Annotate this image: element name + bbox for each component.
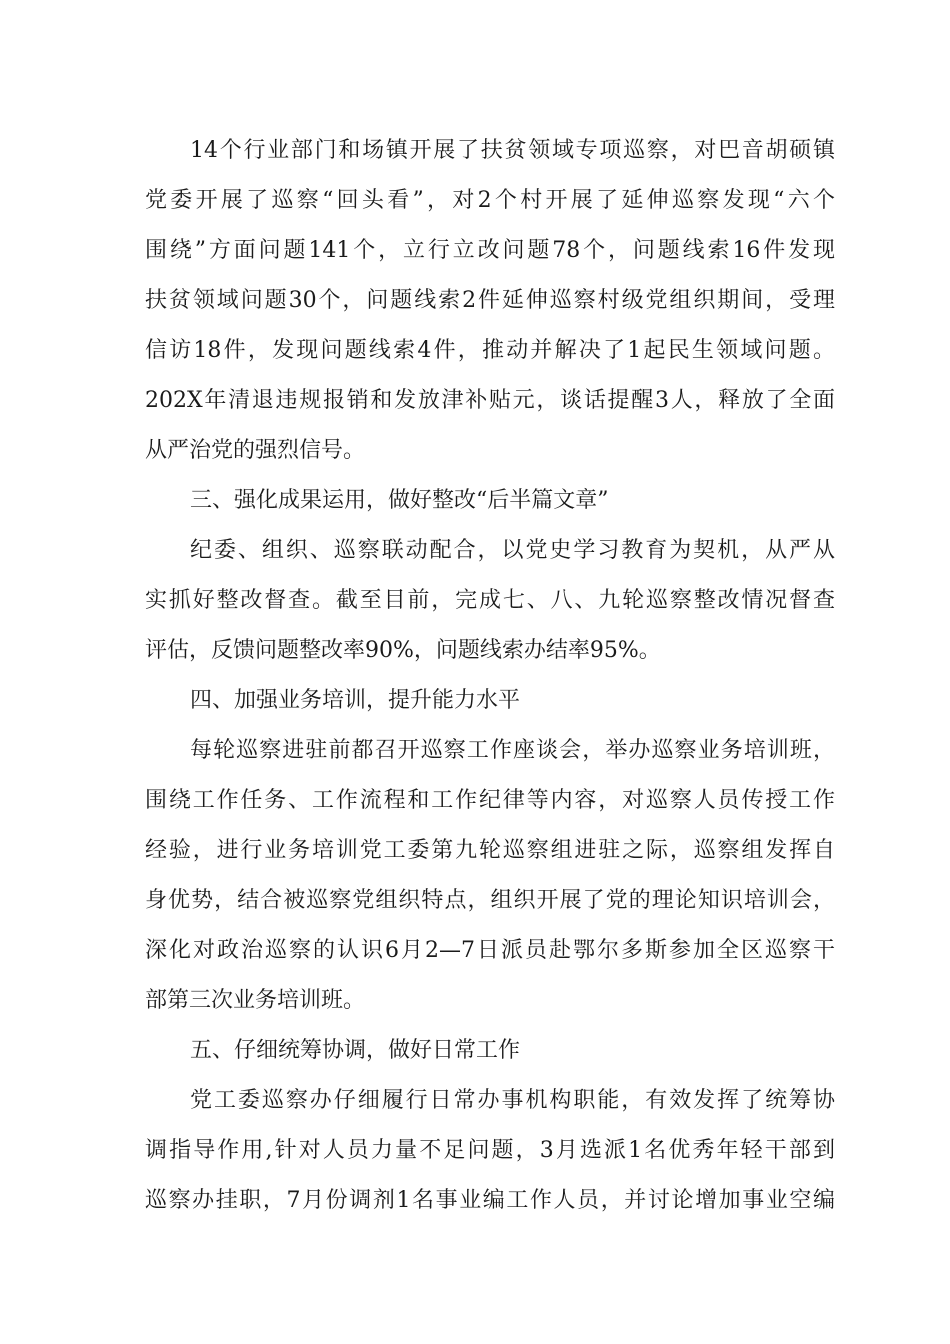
section-heading: 三、强化成果运用，做好整改“后半篇文章” [190, 488, 609, 513]
paragraph-line: 实抓好整改督查。截至目前，完成七、八、九轮巡察整改情况督查 [145, 588, 835, 613]
paragraph-line: 经验，进行业务培训党工委第九轮巡察组进驻之际，巡察组发挥自 [145, 838, 835, 863]
paragraph-line: 信访18件，发现问题线索4件，推动并解决了1起民生领域问题。 [145, 338, 835, 363]
paragraph-line: 党委开展了巡察“回头看”，对2个村开展了延伸巡察发现“六个 [145, 188, 835, 213]
paragraph-line: 202X年清退违规报销和发放津补贴元，谈话提醒3人，释放了全面 [145, 388, 835, 413]
paragraph-line: 纪委、组织、巡察联动配合，以党史学习教育为契机，从严从 [190, 538, 835, 563]
paragraph-line: 评估，反馈问题整改率90%，问题线索办结率95%。 [145, 638, 661, 663]
paragraph-line: 党工委巡察办仔细履行日常办事机构职能，有效发挥了统筹协 [190, 1088, 835, 1113]
section-heading: 四、加强业务培训，提升能力水平 [190, 688, 521, 713]
paragraph-line: 14个行业部门和场镇开展了扶贫领域专项巡察，对巴音胡硕镇 [190, 138, 835, 163]
paragraph-line: 每轮巡察进驻前都召开巡察工作座谈会，举办巡察业务培训班， [190, 738, 835, 763]
section-heading: 五、仔细统筹协调，做好日常工作 [190, 1038, 521, 1063]
paragraph-line: 深化对政治巡察的认识6月2—7日派员赴鄂尔多斯参加全区巡察干 [145, 938, 835, 963]
paragraph-line: 围绕工作任务、工作流程和工作纪律等内容，对巡察人员传授工作 [145, 788, 835, 813]
paragraph-line: 扶贫领域问题30个，问题线索2件延伸巡察村级党组织期间，受理 [145, 288, 835, 313]
paragraph-line: 调指导作用,针对人员力量不足问题，3月选派1名优秀年轻干部到 [145, 1138, 835, 1163]
paragraph-line: 从严治党的强烈信号。 [145, 438, 366, 463]
paragraph-line: 部第三次业务培训班。 [145, 988, 366, 1013]
paragraph-line: 围绕”方面问题141个，立行立改问题78个，问题线索16件发现 [145, 238, 835, 263]
paragraph-line: 巡察办挂职，7月份调剂1名事业编工作人员，并讨论增加事业空编 [145, 1188, 835, 1213]
paragraph-line: 身优势，结合被巡察党组织特点，组织开展了党的理论知识培训会， [145, 888, 835, 913]
